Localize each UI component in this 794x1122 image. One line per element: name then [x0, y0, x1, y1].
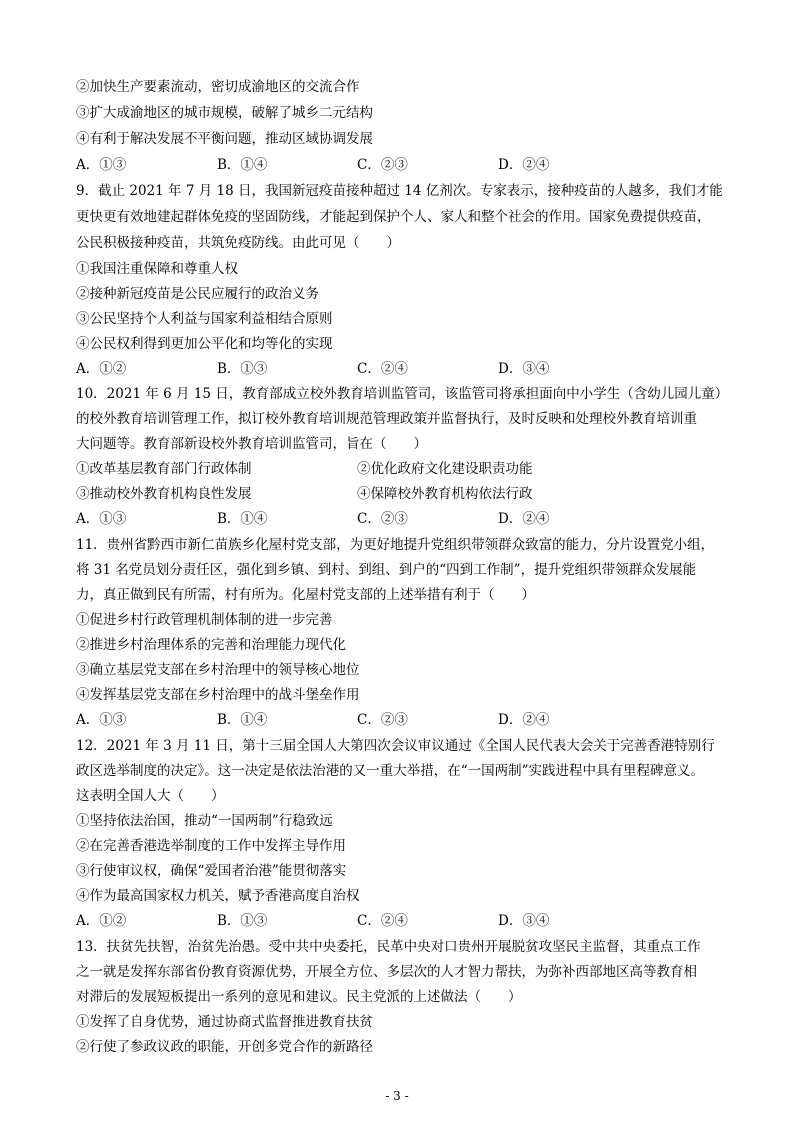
q8-answer-b: B．①④: [217, 157, 268, 173]
q11-option-3: ③确立基层党支部在乡村治理中的领导核心地位: [76, 662, 360, 678]
q11-answer-d: D．②④: [498, 712, 550, 728]
q12-stem-line-1: 12．2021 年 3 月 11 日，第十三届全国人大第四次会议审议通过《全国人民代表大会关于完善香港特别行: [76, 738, 715, 754]
q8-answer-row: [76, 155, 736, 175]
q11-stem-line-3: 力，真正做到民有所需，村有所为。化屋村党支部的上述举措有利于（ ）: [76, 587, 535, 603]
q9-answer-row: [76, 359, 736, 379]
q9-answer-c: C．②④: [357, 361, 408, 377]
q10-stem-line-3: 大问题等。教育部新设校外教育培训监管司，旨在（ ）: [76, 436, 427, 452]
q9-answer-a: A．①②: [76, 361, 127, 377]
q11-stem-line-1: 11．贵州省黔西市新仁苗族乡化屋村党支部，为更好地提升党组织带领群众致富的能力，分片设置党小组，: [76, 537, 715, 553]
q13-stem-line-3: 对滞后的发展短板提出一系列的意见和建议。民主党派的上述做法（ ）: [76, 989, 522, 1005]
q8-option-3: ③扩大成渝地区的城市规模，破解了城乡二元结构: [76, 105, 373, 121]
q10-option-4: ④保障校外教育机构依法行政: [357, 486, 533, 502]
q9-answer-d: D．③④: [498, 361, 550, 377]
q11-stem-line-2: 将 31 名党员划分责任区，强化到乡镇、到村、到组、到户的“四到工作制”，提升党组织带领群众发展能: [76, 562, 697, 578]
q9-option-1: ①我国注重保障和尊重人权: [76, 261, 238, 277]
q8-answer-c: C．②③: [357, 157, 408, 173]
q9-option-3: ③公民坚持个人利益与国家利益相结合原则: [76, 311, 333, 327]
q9-option-4: ④公民权利得到更加公平化和均等化的实现: [76, 336, 333, 352]
q11-answer-row: [76, 710, 736, 730]
q12-answer-row: [76, 911, 736, 931]
q13-option-1: ①发挥了自身优势，通过协商式监督推进教育扶贫: [76, 1014, 373, 1030]
q10-stem-line-1: 10．2021 年 6 月 15 日，教育部成立校外教育培训监管司，该监管司将承担面向中小学生（含幼儿园儿童）: [76, 386, 729, 402]
q12-answer-b: B．①③: [217, 913, 268, 929]
q9-stem-line-3: 公民积极接种疫苗，共筑免疫防线。由此可见（ ）: [76, 235, 400, 251]
q12-option-3: ③行使审议权，确保“爱国者治港”能贯彻落实: [76, 863, 347, 879]
q9-answer-b: B．①③: [217, 361, 268, 377]
q13-stem-line-2: 之一就是发挥东部省份教育资源优势，开展全方位、多层次的人才智力帮扶，为弥补西部地区高等教育相: [76, 964, 697, 980]
q12-answer-d: D．③④: [498, 913, 550, 929]
q11-answer-a: A．①③: [76, 712, 127, 728]
page-number: - 3 -: [385, 1089, 409, 1103]
q10-option-1: ①改革基层教育部门行政体制: [76, 461, 252, 477]
q10-option-row-2: [76, 484, 736, 504]
q9-option-2: ②接种新冠疫苗是公民应履行的政治义务: [76, 286, 319, 302]
q10-answer-b: B．①④: [217, 511, 268, 527]
q11-answer-c: C．②③: [357, 712, 408, 728]
q10-answer-a: A．①③: [76, 511, 127, 527]
q10-option-3: ③推动校外教育机构良性发展: [76, 486, 252, 502]
q10-option-2: ②优化政府文化建设职责功能: [357, 461, 533, 477]
q10-answer-d: D．②④: [498, 511, 550, 527]
q12-option-1: ①坚持依法治国，推动“一国两制”行稳致远: [76, 813, 333, 829]
q12-option-4: ④作为最高国家权力机关，赋予香港高度自治权: [76, 888, 360, 904]
q10-option-row-1: [76, 459, 736, 479]
q12-option-2: ②在完善香港选举制度的工作中发挥主导作用: [76, 838, 346, 854]
q8-option-4: ④有利于解决发展不平衡问题，推动区域协调发展: [76, 131, 373, 147]
q12-stem-line-2: 政区选举制度的决定》。这一决定是依法治港的又一重大举措，在“一国两制”实践进程中具有里程碑意义。: [76, 763, 705, 779]
q11-option-4: ④发挥基层党支部在乡村治理中的战斗堡垒作用: [76, 687, 360, 703]
q10-stem-line-2: 的校外教育培训管理工作，拟订校外教育培训规范管理政策并监督执行，及时反映和处理校外教育培训重: [76, 411, 697, 427]
q9-stem-line-2: 更快更有效地建起群体免疫的坚固防线，才能起到保护个人、家人和整个社会的作用。国家免费提供疫苗，: [76, 209, 711, 225]
q11-option-1: ①促进乡村行政管理机制体制的进一步完善: [76, 612, 333, 628]
q8-answer-a: A．①③: [76, 157, 127, 173]
q8-option-2: ②加快生产要素流动，密切成渝地区的交流合作: [76, 79, 360, 95]
q9-stem-line-1: 9．截止 2021 年 7 月 18 日，我国新冠疫苗接种超过 14 亿剂次。专家表示，接种疫苗的人越多，我们才能: [76, 183, 723, 199]
q8-answer-d: D．②④: [498, 157, 550, 173]
q11-option-2: ②推进乡村治理体系的完善和治理能力现代化: [76, 637, 346, 653]
q13-stem-line-1: 13．扶贫先扶智，治贫先治愚。受中共中央委托，民革中央对口贵州开展脱贫攻坚民主监督，其重点工作: [76, 939, 701, 955]
q12-answer-c: C．②④: [357, 913, 408, 929]
q10-answer-row: [76, 509, 736, 529]
q10-answer-c: C．②③: [357, 511, 408, 527]
q12-stem-line-3: 这表明全国人大（ ）: [76, 788, 225, 804]
q12-answer-a: A．①②: [76, 913, 127, 929]
q11-answer-b: B．①④: [217, 712, 268, 728]
q13-option-2: ②行使了参政议政的职能，开创多党合作的新路径: [76, 1039, 373, 1055]
